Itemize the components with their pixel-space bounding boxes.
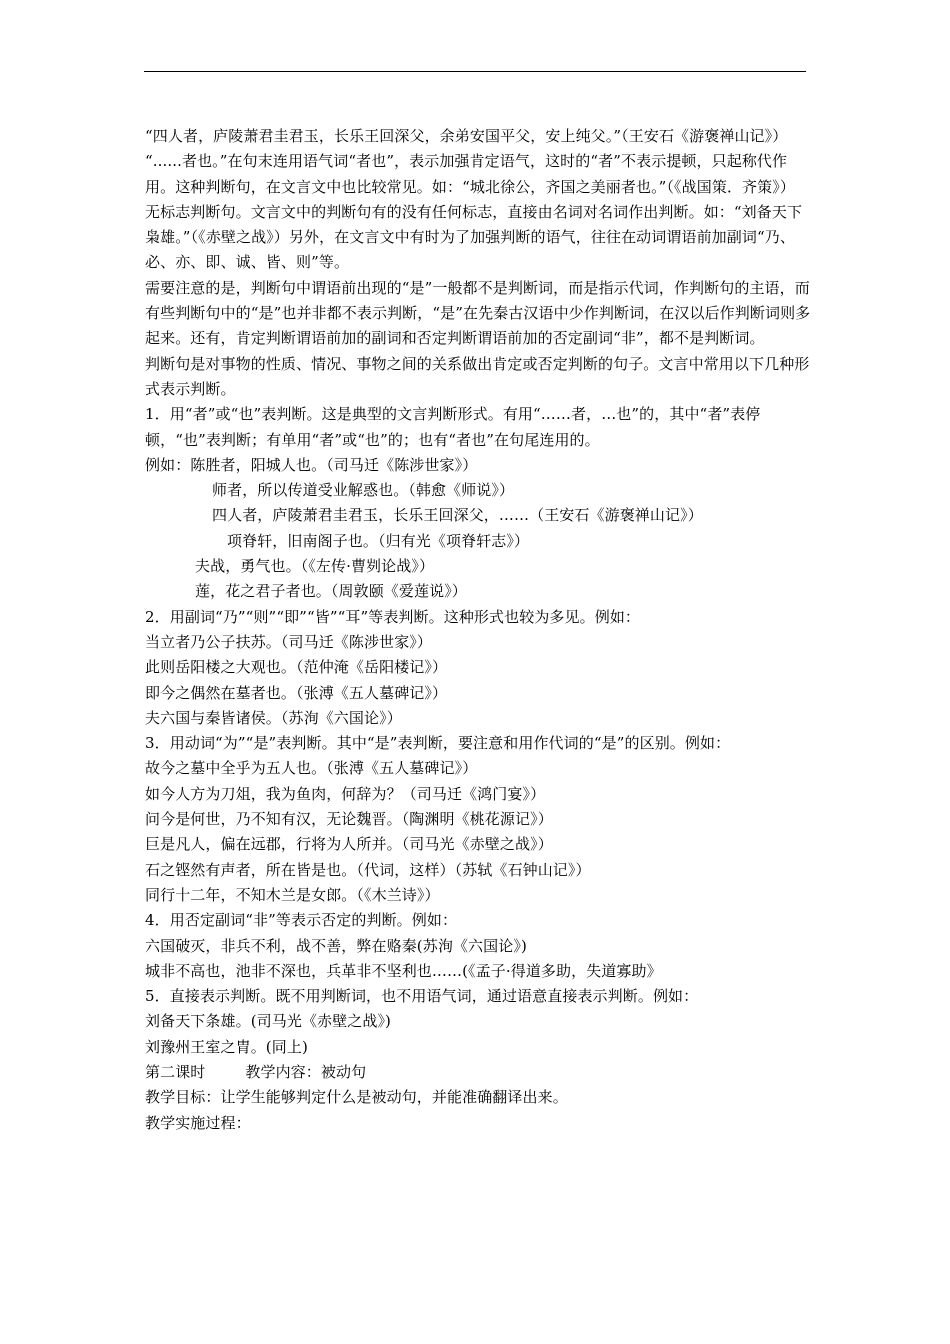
example-line: 同行十二年，不知木兰是女郎。（《木兰诗》） <box>145 885 440 904</box>
header-rule <box>144 71 806 72</box>
paragraph: 2．用副词“乃”“则”“即”“皆”“耳”等表判断。这种形式也较为多见。例如： <box>145 607 641 626</box>
paragraph: 1．用“者”或“也”表判断。这是典型的文言判断形式。有用“……者，…也”的，其中“者”表停顿，“也”表判断；有单用“者”或“也”的；也有“者也”在句尾连用的。 <box>145 405 761 449</box>
paragraph: “四人者，庐陵萧君圭君玉，长乐王回深父，余弟安国平父，安上纯父。”（王安石《游褒禅山记》） <box>145 127 788 145</box>
example-line: 即今之偶然在墓者也。（张溥《五人墓碑记》） <box>145 683 448 702</box>
example-line: 夫六国与秦皆诸侯。（苏洵《六国论》） <box>145 708 402 727</box>
example-line: 此则岳阳楼之大观也。（范仲淹《岳阳楼记》） <box>145 658 448 677</box>
example-line: 故今之墓中全乎为五人也。（张溥《五人墓碑记》） <box>145 759 478 778</box>
example-line: 莲，花之君子者也。（周敦颐《爱莲说》） <box>195 582 467 601</box>
paragraph: 无标志判断句。文言文中的判断句有的没有任何标志，直接由名词对名词作出判断。如：“刘备天下枭雄。”（《赤壁之战》）另外，在文言文中有时为了加强判断的语气，往往在动词谓语前加副词“乃、必、亦、即、诚、皆、则”等。 <box>145 202 803 272</box>
paragraph: 5．直接表示判断。既不用判断词，也不用语气词，通过语意直接表示判断。例如： <box>145 987 699 1006</box>
lesson-content: 教学内容：被动句 <box>245 1062 367 1081</box>
example-line: 师者，所以传道受业解惑也。（韩愈《师说》） <box>212 481 515 500</box>
example-line: 巨是凡人，偏在远郡，行将为人所并。（司马光《赤壁之战》） <box>145 835 553 854</box>
example-line: 刘豫州王室之胄。(同上) <box>145 1037 308 1056</box>
example-line: 夫战，勇气也。（《左传·曹刿论战》） <box>195 557 435 576</box>
example-line: 四人者，庐陵萧君圭君玉，长乐王回深父，……（王安石《游褒禅山记》） <box>212 506 703 525</box>
example-line: 刘备天下条雄。(司马光《赤壁之战》) <box>145 1012 392 1031</box>
example-line: 项脊轩，旧南阁子也。（归有光《项脊轩志》） <box>227 531 530 550</box>
example-line: 城非不高也，池非不深也，兵革非不坚利也……(《孟子·得道多助，失道寡助》 <box>145 961 662 980</box>
example-line: 例如：陈胜者，阳城人也。（司马迁《陈涉世家》） <box>145 455 478 474</box>
lesson-header <box>145 1060 815 1085</box>
example-line: 六国破灭，非兵不利，战不善，弊在赂秦(苏洵《六国论》) <box>145 936 527 955</box>
paragraph: “......者也。”在句末连用语气词“者也”，表示加强肯定语气，这时的“者”不表示提顿，只起称代作用。这种判断句，在文言文中也比较常见。如：“城北徐公，齐国之美丽者也。”（《战国策．齐策》） <box>145 152 795 196</box>
paragraph: 需要注意的是，判断句中谓语前出现的“是”一般都不是判断词，而是指示代词，作判断句的主语，而有些判断句中的“是”也并非都不表示判断，“是”在先秦古汉语中少作判断词，在汉以后作判断词则多起来。还有，肯定判断谓语前加的副词和否定判断谓语前加的否定副词“非”，都不是判断词。 <box>145 278 811 348</box>
lesson-period: 第二课时 <box>145 1062 206 1081</box>
example-line: 问今是何世，乃不知有汉，无论魏晋。（陶渊明《桃花源记》） <box>145 810 553 829</box>
example-line: 如今人方为刀俎，我为鱼肉，何辞为？（司马迁《鸿门宴》） <box>145 784 546 803</box>
example-line: 当立者乃公子扶苏。（司马迁《陈涉世家》） <box>145 632 433 651</box>
paragraph: 4．用否定副词“非”等表示否定的判断。例如： <box>145 911 458 930</box>
lesson-process: 教学实施过程： <box>145 1113 251 1132</box>
document-body <box>145 124 815 1136</box>
paragraph: 3．用动词“为”“是”表判断。其中“是”表判断，要注意和用作代词的“是”的区别。例如： <box>145 734 731 753</box>
paragraph: 判断句是对事物的性质、情况、事物之间的关系做出肯定或否定判断的句子。文言中常用以下几种形式表示判断。 <box>145 354 810 398</box>
example-line: 石之铿然有声者，所在皆是也。（代词，这样）（苏轼《石钟山记》） <box>145 860 591 879</box>
lesson-goal: 教学目标：让学生能够判定什么是被动句，并能准确翻译出来。 <box>145 1088 568 1107</box>
